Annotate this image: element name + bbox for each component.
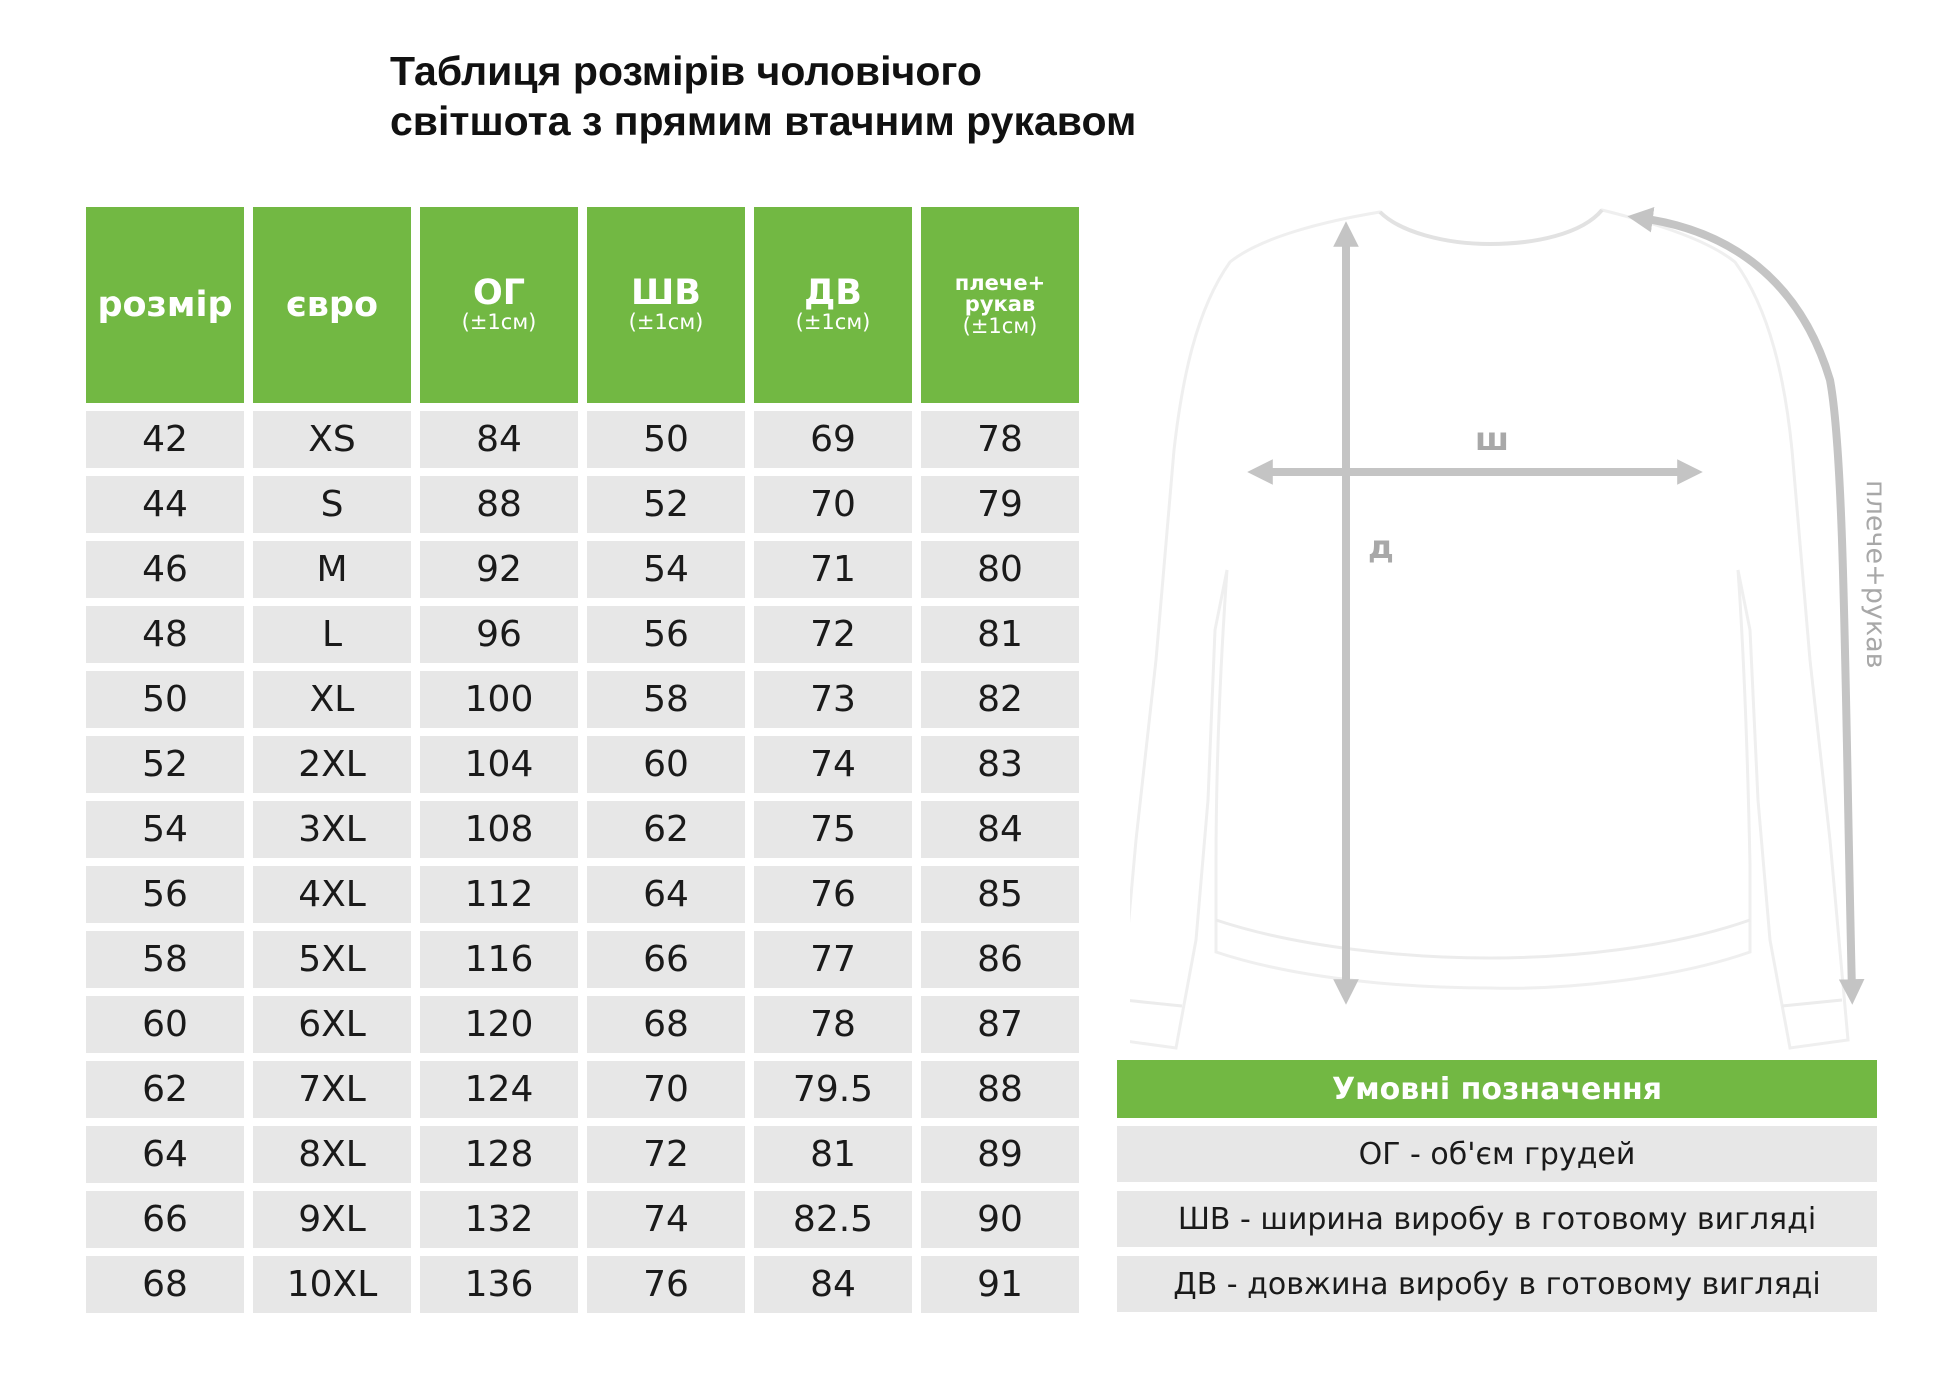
cell-chest: 88	[420, 476, 578, 533]
cell-euro: 6XL	[253, 996, 411, 1053]
cell-size: 44	[86, 476, 244, 533]
table-header-row	[86, 207, 1079, 403]
header-label: ДВ	[804, 273, 862, 313]
cell-width: 60	[587, 736, 745, 793]
legend-item-chest: ОГ - об'єм грудей	[1117, 1126, 1877, 1182]
cell-length: 84	[754, 1256, 912, 1313]
cell-width: 54	[587, 541, 745, 598]
cell-chest: 84	[420, 411, 578, 468]
cell-length: 78	[754, 996, 912, 1053]
cell-length: 79.5	[754, 1061, 912, 1118]
cell-size: 56	[86, 866, 244, 923]
cell-chest: 124	[420, 1061, 578, 1118]
cell-length: 70	[754, 476, 912, 533]
width-label: ш	[1475, 420, 1509, 458]
cell-size: 62	[86, 1061, 244, 1118]
cell-width: 56	[587, 606, 745, 663]
table-row	[86, 996, 1079, 1053]
title-line-2: світшота з прямим втачним рукавом	[390, 98, 1137, 144]
header-tolerance: (±1см)	[461, 310, 537, 334]
cell-size: 66	[86, 1191, 244, 1248]
header-label: ШВ	[631, 273, 701, 313]
cell-size: 48	[86, 606, 244, 663]
title-line-1: Таблиця розмірів чоловічого	[390, 48, 982, 94]
legend	[1117, 1060, 1877, 1321]
cell-length: 74	[754, 736, 912, 793]
page-title	[390, 46, 1137, 146]
cell-euro: M	[253, 541, 411, 598]
cell-size: 58	[86, 931, 244, 988]
cell-length: 81	[754, 1126, 912, 1183]
table-row	[86, 1126, 1079, 1183]
cell-width: 64	[587, 866, 745, 923]
legend-item-width: ШВ - ширина виробу в готовому вигляді	[1117, 1191, 1877, 1247]
sweatshirt-diagram	[1130, 200, 1910, 1060]
table-row	[86, 1256, 1079, 1313]
cell-shoulder-sleeve: 87	[921, 996, 1079, 1053]
table-body	[86, 411, 1079, 1313]
cell-euro: 7XL	[253, 1061, 411, 1118]
cell-euro: 8XL	[253, 1126, 411, 1183]
cell-length: 73	[754, 671, 912, 728]
cell-chest: 120	[420, 996, 578, 1053]
cell-size: 52	[86, 736, 244, 793]
cell-euro: 2XL	[253, 736, 411, 793]
header-chest	[420, 207, 578, 403]
cell-chest: 112	[420, 866, 578, 923]
table-row	[86, 866, 1079, 923]
cell-chest: 116	[420, 931, 578, 988]
table-row	[86, 606, 1079, 663]
cell-shoulder-sleeve: 84	[921, 801, 1079, 858]
cell-size: 64	[86, 1126, 244, 1183]
cell-shoulder-sleeve: 78	[921, 411, 1079, 468]
cell-shoulder-sleeve: 88	[921, 1061, 1079, 1118]
cell-length: 77	[754, 931, 912, 988]
header-tolerance: (±1см)	[795, 310, 871, 334]
header-label: ОГ	[472, 273, 526, 313]
header-label-2: рукав	[964, 292, 1036, 316]
table-row	[86, 801, 1079, 858]
cell-euro: 9XL	[253, 1191, 411, 1248]
cell-width: 66	[587, 931, 745, 988]
cell-shoulder-sleeve: 83	[921, 736, 1079, 793]
cell-width: 50	[587, 411, 745, 468]
cell-length: 69	[754, 411, 912, 468]
header-label: розмір	[97, 285, 233, 325]
cell-shoulder-sleeve: 79	[921, 476, 1079, 533]
cell-shoulder-sleeve: 91	[921, 1256, 1079, 1313]
cell-shoulder-sleeve: 85	[921, 866, 1079, 923]
cell-width: 68	[587, 996, 745, 1053]
cell-euro: S	[253, 476, 411, 533]
cell-size: 50	[86, 671, 244, 728]
cell-shoulder-sleeve: 82	[921, 671, 1079, 728]
table-row	[86, 931, 1079, 988]
cell-chest: 128	[420, 1126, 578, 1183]
header-label: євро	[286, 285, 378, 325]
table-row	[86, 1191, 1079, 1248]
cell-chest: 96	[420, 606, 578, 663]
cell-shoulder-sleeve: 90	[921, 1191, 1079, 1248]
cell-size: 60	[86, 996, 244, 1053]
cell-chest: 92	[420, 541, 578, 598]
cell-size: 42	[86, 411, 244, 468]
cell-shoulder-sleeve: 86	[921, 931, 1079, 988]
header-euro	[253, 207, 411, 403]
legend-title: Умовні позначення	[1117, 1060, 1877, 1118]
cell-width: 52	[587, 476, 745, 533]
legend-item-length: ДВ - довжина виробу в готовому вигляді	[1117, 1256, 1877, 1312]
cell-size: 68	[86, 1256, 244, 1313]
cell-chest: 136	[420, 1256, 578, 1313]
header-width	[587, 207, 745, 403]
cell-euro: L	[253, 606, 411, 663]
cell-shoulder-sleeve: 80	[921, 541, 1079, 598]
cell-chest: 132	[420, 1191, 578, 1248]
cell-size: 46	[86, 541, 244, 598]
cell-shoulder-sleeve: 81	[921, 606, 1079, 663]
table-row	[86, 736, 1079, 793]
size-table	[77, 199, 1088, 1321]
header-length	[754, 207, 912, 403]
table-row	[86, 476, 1079, 533]
table-row	[86, 541, 1079, 598]
header-tolerance: (±1см)	[962, 314, 1038, 338]
cell-chest: 108	[420, 801, 578, 858]
cell-chest: 100	[420, 671, 578, 728]
cell-length: 75	[754, 801, 912, 858]
cell-width: 76	[587, 1256, 745, 1313]
length-label: д	[1368, 528, 1394, 566]
cell-length: 71	[754, 541, 912, 598]
header-size	[86, 207, 244, 403]
table-row	[86, 671, 1079, 728]
cell-width: 70	[587, 1061, 745, 1118]
cell-euro: 5XL	[253, 931, 411, 988]
cell-width: 62	[587, 801, 745, 858]
table-row	[86, 411, 1079, 468]
cell-length: 76	[754, 866, 912, 923]
cell-length: 72	[754, 606, 912, 663]
sweatshirt-shape	[1130, 210, 1848, 1048]
cell-euro: XS	[253, 411, 411, 468]
cell-width: 72	[587, 1126, 745, 1183]
cell-width: 58	[587, 671, 745, 728]
cell-length: 82.5	[754, 1191, 912, 1248]
cell-euro: 3XL	[253, 801, 411, 858]
header-label: плече+	[954, 271, 1046, 295]
cell-shoulder-sleeve: 89	[921, 1126, 1079, 1183]
cell-euro: 4XL	[253, 866, 411, 923]
shoulder-sleeve-label: плече+рукав	[1860, 480, 1891, 669]
cell-euro: 10XL	[253, 1256, 411, 1313]
cell-width: 74	[587, 1191, 745, 1248]
cell-chest: 104	[420, 736, 578, 793]
header-shoulder-sleeve	[921, 207, 1079, 403]
header-tolerance: (±1см)	[628, 310, 704, 334]
cell-size: 54	[86, 801, 244, 858]
table-row	[86, 1061, 1079, 1118]
cell-euro: XL	[253, 671, 411, 728]
